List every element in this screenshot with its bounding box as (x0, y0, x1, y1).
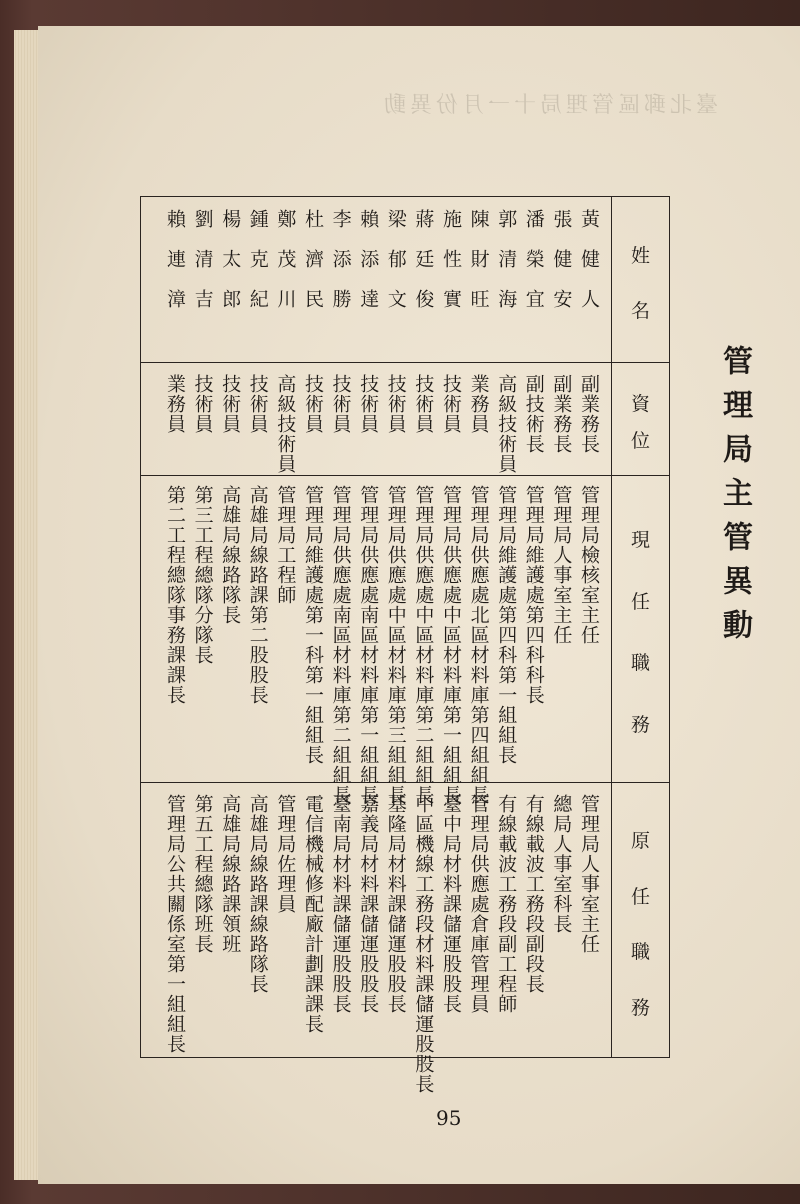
row-5-original: 管理局供應處倉庫管理員 (467, 794, 490, 1014)
row-10-original: 臺南局材料課儲運股股長 (329, 794, 352, 1014)
row-9-name: 賴添達 (357, 209, 380, 329)
row-11-rank: 技術員 (302, 374, 324, 434)
row-2-original: 總局人事室科長 (550, 794, 573, 934)
row-16-name: 賴連漳 (164, 209, 186, 329)
row-1-name: 黃健人 (578, 209, 600, 329)
row-2-name: 張健安 (550, 209, 573, 329)
row-6-rank: 技術員 (440, 374, 462, 434)
row-9-rank: 技術員 (357, 374, 380, 434)
row-16-original: 管理局公共關係室第一組組長 (164, 794, 186, 1054)
row-13-current: 高雄局線路課第二股股長 (246, 485, 269, 705)
row-16-rank: 業務員 (164, 374, 186, 434)
row-1-current: 管理局檢核室主任 (578, 485, 600, 645)
row-7-current: 管理局供應處中區材料庫第二組組長 (412, 485, 435, 805)
row-15-original: 第五工程總隊班長 (191, 794, 214, 954)
header-current-char: 任 (630, 590, 651, 613)
row-6-name: 施性實 (440, 209, 462, 329)
row-2-current: 管理局人事室主任 (550, 485, 573, 645)
row-3-original: 有線載波工務段副段長 (522, 794, 545, 994)
row-11-original: 電信機械修配廠計劃課課長 (302, 794, 324, 1034)
row-2-rank: 副業務長 (550, 374, 573, 454)
header-rank-char: 資 (630, 392, 651, 415)
section-title: 管理局主管異動 (717, 345, 752, 653)
page-number: 95 (436, 1106, 462, 1130)
row-10-name: 李添勝 (329, 209, 352, 329)
header-divider (612, 475, 670, 476)
row-1-rank: 副業務長 (578, 374, 600, 454)
header-current-char: 現 (630, 529, 651, 552)
row-5-rank: 業務員 (467, 374, 490, 434)
row-15-name: 劉清吉 (191, 209, 214, 329)
row-8-name: 梁郁文 (384, 209, 407, 329)
row-14-name: 楊太郎 (219, 209, 242, 329)
header-divider (612, 782, 670, 783)
row-3-rank: 副技術長 (522, 374, 545, 454)
header-original-char: 原 (630, 830, 651, 853)
table-header-column (611, 197, 669, 1057)
header-name-char: 名 (630, 300, 651, 322)
row-5-name: 陳財旺 (467, 209, 490, 329)
row-13-original: 高雄局線路課線路隊長 (246, 794, 269, 994)
row-4-current: 管理局維護處第四科第一組組長 (495, 485, 518, 765)
row-7-original: 中區機線工務段材料課儲運股股長 (412, 794, 435, 1094)
row-1-original: 管理局人事室主任 (578, 794, 600, 954)
table-divider (141, 362, 613, 363)
row-9-current: 管理局供應處南區材料庫第一組組長 (357, 485, 380, 805)
bleed-through-text: 臺北郵區管理局十一月份異動 (379, 93, 718, 118)
header-original-char: 任 (630, 885, 651, 908)
header-original-char: 職 (630, 941, 651, 964)
row-12-original: 管理局佐理員 (274, 794, 297, 914)
row-11-current: 管理局維護處第一科第一組組長 (302, 485, 324, 765)
row-12-current: 管理局工程師 (274, 485, 297, 605)
row-4-name: 郭清海 (495, 209, 518, 329)
row-3-current: 管理局維護處第四科科長 (522, 485, 545, 705)
row-16-current: 第二工程總隊事務課課長 (164, 485, 186, 705)
header-current-char: 務 (630, 713, 651, 736)
row-14-rank: 技術員 (219, 374, 242, 434)
row-10-current: 管理局供應處南區材料庫第二組組長 (329, 485, 352, 805)
header-name-char: 姓 (630, 245, 651, 267)
row-5-current: 管理局供應處北區材料庫第四組組長 (467, 485, 490, 805)
header-divider (612, 362, 670, 363)
row-8-rank: 技術員 (384, 374, 407, 434)
row-7-name: 蔣廷俊 (412, 209, 435, 329)
row-12-rank: 高級技術員 (274, 374, 297, 474)
row-9-original: 嘉義局材料課儲運股股長 (357, 794, 380, 1014)
row-11-name: 杜濟民 (302, 209, 324, 329)
personnel-table (140, 196, 670, 1094)
row-6-current: 管理局供應處中區材料庫第一組組長 (440, 485, 462, 805)
row-8-current: 管理局供應處中區材料庫第三組組長 (384, 485, 407, 805)
header-current-char: 職 (630, 652, 651, 675)
table-divider (141, 475, 613, 476)
row-4-rank: 高級技術員 (495, 374, 518, 474)
row-7-rank: 技術員 (412, 374, 435, 434)
row-15-rank: 技術員 (191, 374, 214, 434)
row-14-current: 高雄局線路隊長 (219, 485, 242, 625)
header-rank-char: 位 (630, 430, 651, 453)
row-15-current: 第三工程總隊分隊長 (191, 485, 214, 665)
row-8-original: 基隆局材料課儲運股股長 (384, 794, 407, 1014)
row-10-rank: 技術員 (329, 374, 352, 434)
row-13-rank: 技術員 (246, 374, 269, 434)
row-6-original: 臺中局材料課儲運股股長 (440, 794, 462, 1014)
row-4-original: 有線載波工務段副工程師 (495, 794, 518, 1014)
row-13-name: 鍾克紀 (246, 209, 269, 329)
row-12-name: 鄭茂川 (274, 209, 297, 329)
header-original-char: 務 (630, 996, 651, 1019)
row-14-original: 高雄局線路課領班 (219, 794, 242, 954)
row-3-name: 潘榮宜 (522, 209, 545, 329)
